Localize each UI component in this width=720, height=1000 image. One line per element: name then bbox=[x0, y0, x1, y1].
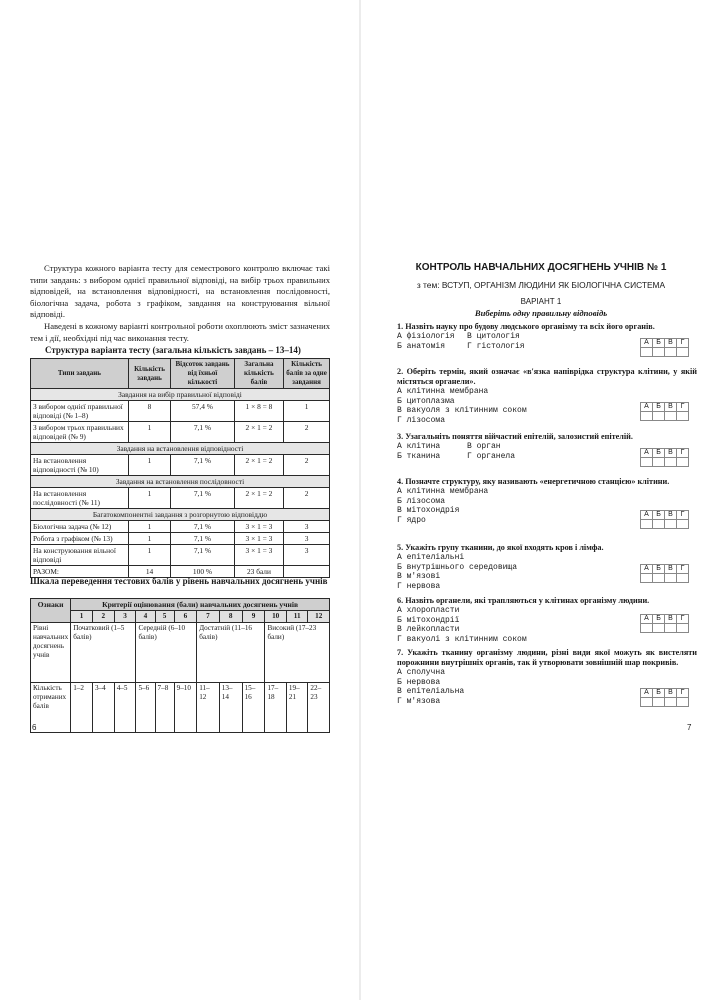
row-count: 1 bbox=[128, 455, 170, 476]
points-range: 7–8 bbox=[155, 683, 174, 733]
points-range: 17–18 bbox=[265, 683, 286, 733]
option: Б тканина bbox=[397, 451, 441, 461]
grid-letter: Г bbox=[677, 449, 689, 458]
answer-box[interactable] bbox=[653, 520, 665, 529]
scale-num: 10 bbox=[265, 611, 286, 623]
scale-num: 6 bbox=[174, 611, 197, 623]
option: Г нервова bbox=[397, 581, 441, 591]
section-title: Завдання на встановлення послідовності bbox=[31, 476, 330, 488]
answer-box[interactable] bbox=[677, 698, 689, 707]
option: А хлоропласти bbox=[397, 606, 460, 615]
points-range: 4–5 bbox=[114, 683, 136, 733]
row-type: З вибором трьох правильних відповідей (№ 9) bbox=[31, 422, 129, 443]
grid-letter: В bbox=[665, 689, 677, 698]
level-cell: Достатній (11–16 балів) bbox=[197, 623, 265, 683]
row-total: 2 × 1 = 2 bbox=[234, 422, 283, 443]
row-per-task: 1 bbox=[284, 401, 330, 422]
answer-box[interactable] bbox=[641, 574, 653, 583]
grid-letter: А bbox=[641, 689, 653, 698]
option: В вакуоля з клітинним соком bbox=[397, 406, 527, 415]
points-range: 15–16 bbox=[242, 683, 265, 733]
intro-paragraph-1: Структура кожного варіанта тесту для семестрового контролю включає такі типи завдань: з вибором однієї правильної відповіді, на вибір трьох правильних відповідей, на встановлення відповідності, на встановлення послідовності, біологічна задача, робота з графіком, завдання на конструювання вільної відповіді. bbox=[30, 263, 330, 319]
table-row bbox=[31, 401, 330, 422]
points-range: 5–6 bbox=[136, 683, 155, 733]
answer-box[interactable] bbox=[653, 458, 665, 467]
section-title: Завдання на встановлення відповідності bbox=[31, 443, 330, 455]
points-range: 11–12 bbox=[197, 683, 220, 733]
option: Б цитоплазма bbox=[397, 396, 455, 406]
answer-box[interactable] bbox=[665, 574, 677, 583]
answer-box[interactable] bbox=[677, 458, 689, 467]
answer-grid bbox=[640, 402, 689, 421]
option: В цитологія bbox=[467, 332, 520, 341]
instruction: Виберіть одну правильну відповідь bbox=[474, 308, 608, 318]
option: А клітинна мембрана bbox=[397, 387, 489, 396]
question-7 bbox=[397, 648, 697, 706]
page-number: 7 bbox=[687, 723, 692, 732]
option: Б внутрішнього середовища bbox=[397, 562, 518, 572]
row-count: 1 bbox=[128, 488, 170, 509]
row-percent: 7,1 % bbox=[171, 533, 235, 545]
answer-grid bbox=[640, 614, 689, 633]
points-range: 22–23 bbox=[308, 683, 330, 733]
table-row bbox=[31, 521, 330, 533]
header-cell: Кількість завдань bbox=[128, 359, 170, 389]
row-type: На конструювання вільної відповіді bbox=[31, 545, 129, 566]
row-type: На встановлення відповідності (№ 10) bbox=[31, 455, 129, 476]
option: А сполучна bbox=[397, 668, 446, 677]
question-text: 3. Узагальніть поняття війчастий епітелій, залозистий епітелій. bbox=[397, 432, 633, 441]
row-percent: 7,1 % bbox=[171, 545, 235, 566]
grid-letter: А bbox=[641, 449, 653, 458]
grid-letter: В bbox=[665, 403, 677, 412]
row-total: 3 × 1 = 3 bbox=[234, 533, 283, 545]
answer-box[interactable] bbox=[653, 412, 665, 421]
total-points: 23 бали bbox=[234, 566, 283, 578]
grid-letter: А bbox=[641, 511, 653, 520]
row-per-task: 3 bbox=[284, 545, 330, 566]
question-2 bbox=[397, 367, 697, 425]
test-subtitle: з тем: ВСТУП, ОРГАНІЗМ ЛЮДИНИ ЯК БІОЛОГІЧНА СИСТЕМА bbox=[416, 280, 666, 290]
scale-header-signs: Ознаки bbox=[31, 599, 71, 623]
answer-box[interactable] bbox=[653, 698, 665, 707]
option: Б анатомія bbox=[397, 341, 446, 351]
grid-letter: Г bbox=[677, 689, 689, 698]
row-count: 1 bbox=[128, 521, 170, 533]
row-total: 2 × 1 = 2 bbox=[234, 488, 283, 509]
option: Б мітохондрії bbox=[397, 615, 460, 625]
option: Г органела bbox=[467, 451, 516, 461]
option: А фізіологія bbox=[397, 332, 455, 341]
question-1 bbox=[397, 322, 697, 351]
scale-table bbox=[30, 598, 330, 733]
grid-letter: В bbox=[665, 511, 677, 520]
grid-letter: Г bbox=[677, 511, 689, 520]
option: Б лізосома bbox=[397, 496, 446, 506]
header-cell: Загальна кількість балів bbox=[234, 359, 283, 389]
row-count: 1 bbox=[128, 422, 170, 443]
variant-label: ВАРІАНТ 1 bbox=[520, 297, 562, 306]
row-percent: 7,1 % bbox=[171, 422, 235, 443]
option: Г вакуолі з клітинним соком bbox=[397, 634, 527, 644]
option: В епітеліальна bbox=[397, 687, 465, 696]
question-6 bbox=[397, 596, 697, 644]
grid-letter: Г bbox=[677, 403, 689, 412]
header-cell: Типи завдань bbox=[31, 359, 129, 389]
answer-box[interactable] bbox=[665, 412, 677, 421]
grid-letter: В bbox=[665, 565, 677, 574]
row-per-task: 3 bbox=[284, 533, 330, 545]
level-cell: Середній (6–10 балів) bbox=[136, 623, 197, 683]
row-percent: 7,1 % bbox=[171, 521, 235, 533]
table-row bbox=[31, 455, 330, 476]
answer-box[interactable] bbox=[677, 348, 689, 357]
answer-box[interactable] bbox=[653, 624, 665, 633]
grid-letter: Г bbox=[677, 615, 689, 624]
row-percent: 7,1 % bbox=[171, 488, 235, 509]
option: Г лізосома bbox=[397, 415, 446, 425]
grid-letter: Б bbox=[653, 339, 665, 348]
total-label: РАЗОМ: bbox=[31, 566, 129, 578]
grid-letter: В bbox=[665, 449, 677, 458]
row-per-task: 3 bbox=[284, 521, 330, 533]
grid-letter: Г bbox=[677, 339, 689, 348]
points-label: Кількість отриманих балів bbox=[31, 683, 71, 733]
row-total: 2 × 1 = 2 bbox=[234, 455, 283, 476]
option: В мітохондрія bbox=[397, 506, 460, 515]
scale-num: 7 bbox=[197, 611, 220, 623]
grid-letter: Б bbox=[653, 615, 665, 624]
scale-header-criteria: Критерії оцінювання (бали) навчальних досягнень учнів bbox=[71, 599, 330, 611]
table-row bbox=[31, 545, 330, 566]
row-count: 8 bbox=[128, 401, 170, 422]
answer-box[interactable] bbox=[677, 574, 689, 583]
option: А клітина bbox=[397, 442, 441, 451]
points-range: 13–14 bbox=[219, 683, 242, 733]
option: А епітеліальні bbox=[397, 553, 465, 562]
question-text: 4. Позначте структуру, яку називають «енергетичною станцією» клітини. bbox=[397, 477, 670, 486]
scale-num: 11 bbox=[286, 611, 307, 623]
answer-box[interactable] bbox=[641, 520, 653, 529]
answer-box[interactable] bbox=[641, 624, 653, 633]
answer-box[interactable] bbox=[677, 412, 689, 421]
answer-grid bbox=[640, 510, 689, 529]
row-per-task: 2 bbox=[284, 455, 330, 476]
grid-letter: В bbox=[665, 615, 677, 624]
question-text: 6. Назвіть органели, які трапляються у клітинах організму людини. bbox=[397, 596, 650, 605]
answer-box[interactable] bbox=[665, 698, 677, 707]
option: А клітинна мембрана bbox=[397, 487, 489, 496]
table-row bbox=[31, 488, 330, 509]
grid-letter: Б bbox=[653, 511, 665, 520]
option: Б нервова bbox=[397, 677, 441, 687]
points-range: 1–2 bbox=[71, 683, 93, 733]
page-number: 6 bbox=[32, 723, 37, 732]
answer-grid bbox=[640, 688, 689, 707]
points-range: 9–10 bbox=[174, 683, 197, 733]
answer-box[interactable] bbox=[641, 348, 653, 357]
answer-grid bbox=[640, 564, 689, 583]
question-3 bbox=[397, 432, 697, 461]
answer-box[interactable] bbox=[641, 698, 653, 707]
grid-letter: Б bbox=[653, 565, 665, 574]
total-count: 14 bbox=[128, 566, 170, 578]
question-text: 2. Оберіть термін, який означає «в'язка напіврідка структура клітини, у якій містяться органели». bbox=[397, 367, 697, 386]
answer-box[interactable] bbox=[665, 624, 677, 633]
table-row bbox=[31, 533, 330, 545]
levels-label: Рівні навчальних досягнень учнів bbox=[31, 623, 71, 683]
scale-num: 9 bbox=[242, 611, 265, 623]
answer-box[interactable] bbox=[641, 412, 653, 421]
book-spine bbox=[359, 0, 361, 1000]
row-type: Робота з графіком (№ 13) bbox=[31, 533, 129, 545]
row-type: З вибором однієї правильної відповіді (№ 1–8) bbox=[31, 401, 129, 422]
grid-letter: А bbox=[641, 565, 653, 574]
option: Г ядро bbox=[397, 515, 426, 525]
grid-letter: В bbox=[665, 339, 677, 348]
option: Г м'язова bbox=[397, 696, 441, 706]
option: В орган bbox=[467, 442, 501, 451]
structure-table-header bbox=[31, 359, 330, 389]
scale-num: 4 bbox=[136, 611, 155, 623]
row-percent: 7,1 % bbox=[171, 455, 235, 476]
answer-box[interactable] bbox=[665, 348, 677, 357]
grid-letter: А bbox=[641, 615, 653, 624]
header-cell: Відсоток завдань від їхньої кількості bbox=[171, 359, 235, 389]
table-row bbox=[31, 422, 330, 443]
scale-num: 12 bbox=[308, 611, 330, 623]
answer-box[interactable] bbox=[677, 624, 689, 633]
row-type: На встановлення послідовності (№ 11) bbox=[31, 488, 129, 509]
row-percent: 57,4 % bbox=[171, 401, 235, 422]
scale-table-title: Шкала переведення тестових балів у рівень навчальних досягнень учнів bbox=[30, 576, 328, 586]
row-total: 1 × 8 = 8 bbox=[234, 401, 283, 422]
answer-box[interactable] bbox=[677, 520, 689, 529]
points-range: 3–4 bbox=[92, 683, 114, 733]
level-cell: Початковий (1–5 балів) bbox=[71, 623, 136, 683]
grid-letter: А bbox=[641, 403, 653, 412]
row-type: Біологічна задача (№ 12) bbox=[31, 521, 129, 533]
answer-box[interactable] bbox=[665, 520, 677, 529]
scale-num: 2 bbox=[92, 611, 114, 623]
section-title: Завдання на вибір правильної відповіді bbox=[31, 389, 330, 401]
points-range: 19–21 bbox=[286, 683, 307, 733]
intro-paragraph-2: Наведені в кожному варіанті контрольної роботи охоплюють зміст зазначених тем і дії, необхідні під час виконання тесту. bbox=[30, 321, 330, 343]
answer-grid bbox=[640, 338, 689, 357]
grid-letter: Г bbox=[677, 565, 689, 574]
grid-letter: Б bbox=[653, 689, 665, 698]
row-total: 3 × 1 = 3 bbox=[234, 521, 283, 533]
row-total: 3 × 1 = 3 bbox=[234, 545, 283, 566]
scale-num: 5 bbox=[155, 611, 174, 623]
header-cell: Кількість балів за одне завдання bbox=[284, 359, 330, 389]
test-title: КОНТРОЛЬ НАВЧАЛЬНИХ ДОСЯГНЕНЬ УЧНІВ № 1 bbox=[415, 262, 667, 273]
option: Г гістологія bbox=[467, 341, 525, 351]
structure-table bbox=[30, 358, 330, 578]
answer-box[interactable] bbox=[653, 574, 665, 583]
row-per-task: 2 bbox=[284, 488, 330, 509]
answer-box[interactable] bbox=[653, 348, 665, 357]
right-page bbox=[362, 0, 720, 1000]
answer-box[interactable] bbox=[641, 458, 653, 467]
row-per-task: 2 bbox=[284, 422, 330, 443]
grid-letter: Б bbox=[653, 449, 665, 458]
option: В лейкопласти bbox=[397, 625, 460, 634]
question-text: 1. Назвіть науку про будову людського організму та всіх його органів. bbox=[397, 322, 655, 331]
answer-grid bbox=[640, 448, 689, 467]
row-count: 1 bbox=[128, 545, 170, 566]
grid-letter: Б bbox=[653, 403, 665, 412]
level-cell: Високий (17–23 бали) bbox=[265, 623, 330, 683]
scale-num: 3 bbox=[114, 611, 136, 623]
question-5 bbox=[397, 543, 697, 591]
answer-box[interactable] bbox=[665, 458, 677, 467]
structure-table-title: Структура варіанта тесту (загальна кількість завдань – 13–14) bbox=[45, 345, 301, 355]
total-percent: 100 % bbox=[171, 566, 235, 578]
option: В м'язові bbox=[397, 572, 441, 581]
scale-num: 1 bbox=[71, 611, 93, 623]
scale-num: 8 bbox=[219, 611, 242, 623]
question-text: 7. Укажіть тканину організму людини, різні види якої можуть як вистеляти порожнини внутрішніх органів, так й утворювати зовнішній шар покривів. bbox=[397, 648, 697, 667]
row-count: 1 bbox=[128, 533, 170, 545]
question-4 bbox=[397, 477, 697, 525]
grid-letter: А bbox=[641, 339, 653, 348]
section-title: Багатокомпонентні завдання з розгорнутою відповіддю bbox=[31, 509, 330, 521]
question-text: 5. Укажіть групу тканини, до якої входять кров і лімфа. bbox=[397, 543, 604, 552]
